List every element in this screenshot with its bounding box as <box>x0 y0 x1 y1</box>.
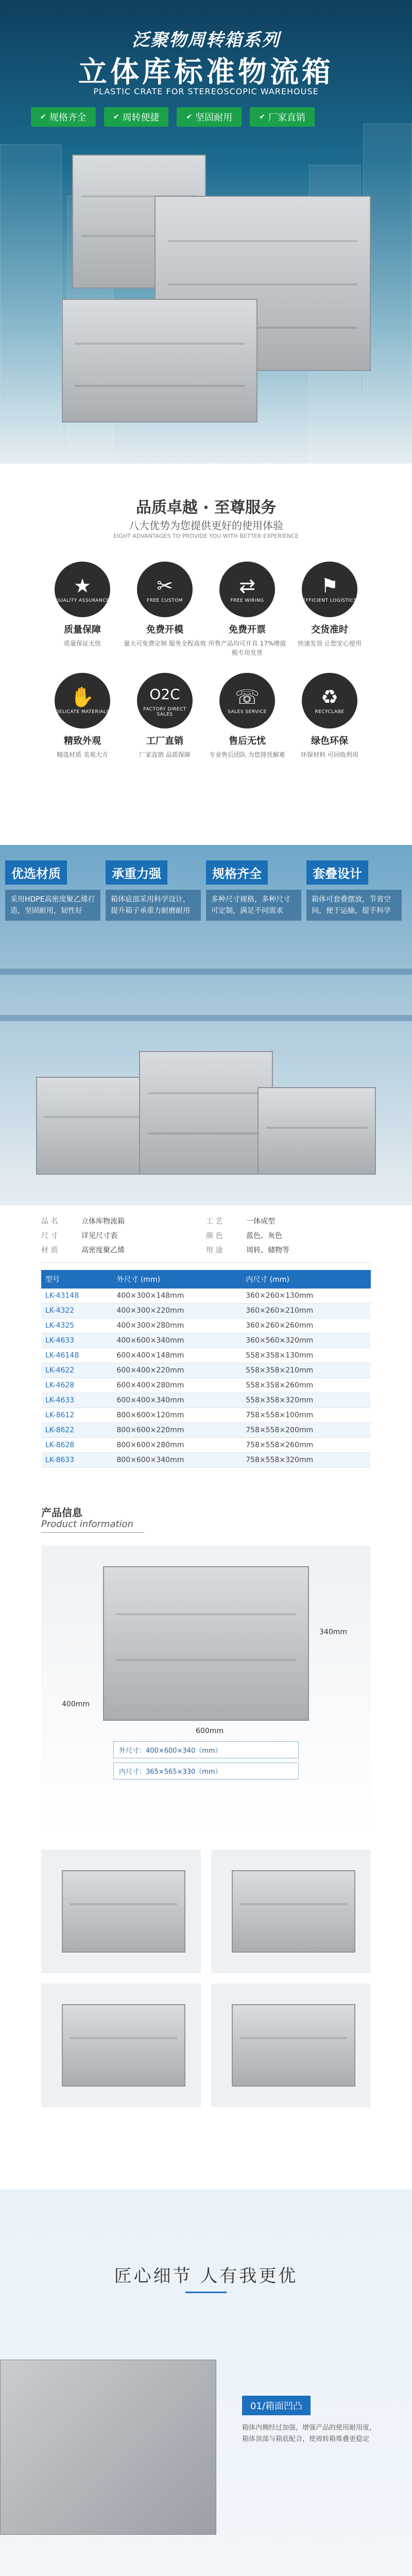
gallery-image <box>211 1984 371 2107</box>
table-cell: 360×560×320mm <box>242 1333 371 1348</box>
recycle-icon: ♻ <box>320 686 339 708</box>
table-cell: 758×558×200mm <box>242 1423 371 1438</box>
service-item: ♻ RECYCLABE 绿色环保 环保材料 可回收利用 <box>288 673 371 759</box>
table-row <box>41 1333 371 1348</box>
gallery-image <box>211 1850 371 1973</box>
check-icon: ✔ <box>259 113 265 121</box>
table-cell: 800×600×220mm <box>112 1423 242 1438</box>
table-cell: 600×400×148mm <box>112 1348 242 1363</box>
spec-section <box>41 1216 371 1468</box>
table-cell: 800×600×340mm <box>112 1453 242 1468</box>
size-table <box>41 1270 371 1468</box>
divider <box>41 1532 144 1533</box>
service-title: 品质卓越 · 至尊服务 <box>135 499 277 517</box>
spec-row: 尺 寸 详见尺寸表 <box>41 1232 117 1240</box>
craft-title: 匠心细节 人有我更优 <box>114 2266 298 2286</box>
table-cell: 360×260×130mm <box>242 1289 371 1303</box>
table-cell: 800×600×280mm <box>112 1438 242 1453</box>
hero-title: 立体库标准物流箱 <box>78 56 334 89</box>
phone-icon: ☏ <box>235 686 260 708</box>
table-cell: LK-4622 <box>41 1363 112 1378</box>
dimension-width: 400mm <box>62 1700 90 1708</box>
gallery-image <box>41 1984 201 2107</box>
service-item: ★ QUALITY ASSURANCE 质量保障 质量保证无忧 <box>41 562 124 657</box>
service-subtitle: 八大优势为您提供更好的使用体验 <box>129 519 283 532</box>
table-cell: LK-4322 <box>41 1303 112 1318</box>
hero-banner <box>0 0 412 464</box>
hero-subtitle-en: PLASTIC CRATE FOR STEREOSCOPIC WAREHOUSE <box>93 87 319 96</box>
spec-attributes <box>41 1216 371 1263</box>
divider <box>185 2292 227 2293</box>
table-cell: 600×400×280mm <box>112 1378 242 1393</box>
crate-image <box>103 1566 309 1721</box>
table-cell: 758×558×320mm <box>242 1453 371 1468</box>
logistics-icon: ⚑ <box>320 574 339 597</box>
spec-row: 用 途 周转、储物等 <box>206 1246 289 1255</box>
scissors-icon: ✂ <box>157 574 173 597</box>
table-row <box>41 1303 371 1318</box>
product-info-title-en: Product information <box>41 1519 133 1530</box>
outer-size: 外尺寸：400×600×340（mm） <box>113 1741 299 1758</box>
spec-row: 工 艺 一体成型 <box>206 1217 275 1226</box>
table-row <box>41 1378 371 1393</box>
service-item: ⚑ EFFICIENT LOGISTICS 交货准时 快速发货 让您安心使用 <box>288 562 371 657</box>
table-cell: 360×260×210mm <box>242 1303 371 1318</box>
size-table-body <box>41 1289 371 1468</box>
hero-tag: ✔ 周转便捷 <box>104 107 169 127</box>
feature-item: 优选材质 采用HDPE高密度聚乙烯打造，坚固耐用，韧性好 <box>5 860 100 921</box>
table-row <box>41 1438 371 1453</box>
feature-columns <box>5 860 402 921</box>
table-cell: 558×358×260mm <box>242 1378 371 1393</box>
table-cell: LK-8612 <box>41 1408 112 1423</box>
product-info-title: 产品信息 <box>41 1506 82 1519</box>
background-building <box>0 144 62 464</box>
service-item: ⇄ FREE WIRING 免费开票 所售产品均可开具 17%增值税专用发票 <box>206 562 288 657</box>
table-cell: 400×600×340mm <box>112 1333 242 1348</box>
table-cell: 400×300×280mm <box>112 1318 242 1333</box>
table-row <box>41 1318 371 1333</box>
service-item: ✋ DELICATE MATERIALS 精致外观 精选材质 美观大方 <box>41 673 124 759</box>
detail-item: 01/箱面凹凸 箱体内侧经过加强，增强产品的使用耐用度，箱体顶部与箱底配合，使周转箱堆叠更稳定 <box>242 2396 376 2445</box>
table-cell: 758×558×260mm <box>242 1438 371 1453</box>
wiring-icon: ⇄ <box>239 574 255 597</box>
table-cell: 558×358×210mm <box>242 1363 371 1378</box>
table-cell: LK-8622 <box>41 1423 112 1438</box>
table-cell: LK-4628 <box>41 1378 112 1393</box>
gallery-image <box>41 1850 201 1973</box>
feature-section <box>0 845 412 1206</box>
table-cell: LK-46148 <box>41 1348 112 1363</box>
table-row <box>41 1363 371 1378</box>
craft-section <box>0 2190 412 2576</box>
table-row <box>41 1453 371 1468</box>
dimension-length: 600mm <box>196 1727 224 1735</box>
table-cell: 758×558×100mm <box>242 1408 371 1423</box>
table-cell: 800×600×120mm <box>112 1408 242 1423</box>
service-item: ✂ FREE CUSTOM 免费开模 量大可免费定制 服务全程高效 <box>124 562 206 657</box>
table-cell: LK-8633 <box>41 1453 112 1468</box>
hero-tag: ✔ 规格齐全 <box>31 107 96 127</box>
detail-image <box>0 2360 216 2535</box>
table-row <box>41 1408 371 1423</box>
service-grid <box>41 562 371 759</box>
spec-row: 颜 色 蓝色、灰色 <box>206 1232 282 1240</box>
hero-series: 泛聚物周转箱系列 <box>132 30 280 50</box>
hero-tag: ✔ 厂家直销 <box>250 107 315 127</box>
table-cell: 600×400×340mm <box>112 1393 242 1408</box>
feature-item: 规格齐全 多种尺寸规格，多种尺寸可定制，满足不同需求 <box>206 860 301 921</box>
service-subtitle-en: EIGHT ADVANTAGES TO PROVIDE YOU WITH BETTER EXPERIENCE <box>113 533 299 539</box>
product-info-panel <box>41 1546 371 1834</box>
table-row <box>41 1423 371 1438</box>
table-row <box>41 1348 371 1363</box>
table-cell: LK-43148 <box>41 1289 112 1303</box>
product-size-labels <box>113 1741 299 1784</box>
feature-item: 套叠设计 箱体可套叠摆放，节省空间，便于运输，提手科学 <box>306 860 402 921</box>
crate-image <box>62 299 258 422</box>
check-icon: ✔ <box>40 113 46 121</box>
table-row <box>41 1393 371 1408</box>
quality-icon: ★ <box>73 574 92 597</box>
o2c-icon: O2C <box>149 686 180 703</box>
table-cell: 360×260×260mm <box>242 1318 371 1333</box>
feature-item: 承重力强 箱体底部采用科学设计，提升箱子承重力耐磨耐用 <box>106 860 201 921</box>
table-cell: LK-4633 <box>41 1393 112 1408</box>
dimension-height: 340mm <box>319 1628 347 1636</box>
table-cell: LK-8628 <box>41 1438 112 1453</box>
table-cell: LK-4633 <box>41 1333 112 1348</box>
check-icon: ✔ <box>186 113 193 121</box>
service-item: ☏ SALES SERVICE 售后无忧 专业售后团队 为您排忧解难 <box>206 673 288 759</box>
spec-row: 材 质 高密度聚乙烯 <box>41 1246 125 1255</box>
spec-row: 品 名 立体库物流箱 <box>41 1217 125 1226</box>
hand-icon: ✋ <box>70 686 95 708</box>
hero-tag: ✔ 坚固耐用 <box>177 107 242 127</box>
table-cell: 600×400×220mm <box>112 1363 242 1378</box>
hero-tags <box>31 107 315 127</box>
inner-size: 内尺寸：365×565×330（mm） <box>113 1762 299 1780</box>
service-item: O2C FACTORY DIRECT SALES 工厂直销 厂家直销 品质保障 <box>124 673 206 759</box>
table-cell: 558×358×130mm <box>242 1348 371 1363</box>
crate-stack-image <box>36 1030 376 1185</box>
check-icon: ✔ <box>113 113 119 121</box>
product-gallery <box>41 1850 371 2107</box>
table-cell: 400×300×220mm <box>112 1303 242 1318</box>
table-cell: LK-4325 <box>41 1318 112 1333</box>
table-cell: 558×358×320mm <box>242 1393 371 1408</box>
table-cell: 400×300×148mm <box>112 1289 242 1303</box>
table-header-row: 型号 外尺寸 (mm) 内尺寸 (mm) <box>41 1270 371 1289</box>
table-row <box>41 1289 371 1303</box>
